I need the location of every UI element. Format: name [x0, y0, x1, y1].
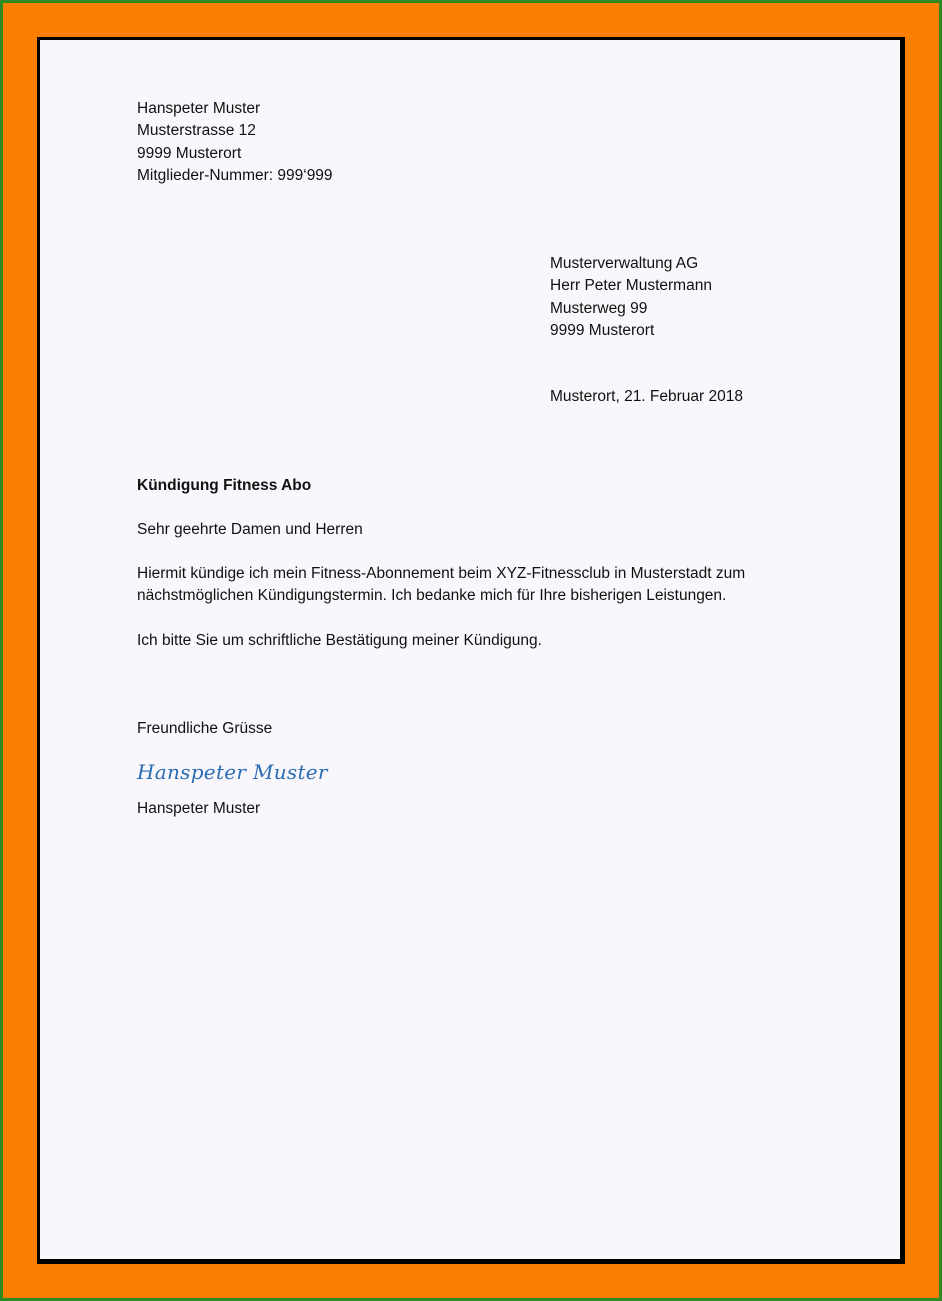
- closing: Freundliche Grüsse: [137, 720, 273, 737]
- body-paragraph-1-line-2: nächstmöglichen Kündigungstermin. Ich bedanke mich für Ihre bisherigen Leistungen.: [137, 587, 727, 605]
- sender-street: Musterstrasse 12: [137, 122, 256, 140]
- subject-line: Kündigung Fitness Abo: [137, 477, 312, 494]
- body-paragraph-1-line-1: Hiermit kündige ich mein Fitness-Abonnement beim XYZ-Fitnessclub in Musterstadt zum: [137, 565, 746, 582]
- salutation: Sehr geehrte Damen und Herren: [137, 521, 363, 538]
- sender-name: Hanspeter Muster: [137, 100, 261, 117]
- recipient-street: Musterweg 99: [550, 299, 648, 317]
- recipient-address: [550, 253, 712, 342]
- sender-member-number: Mitglieder-Nummer: 999‘999: [137, 166, 333, 184]
- date-line: Musterort, 21. Februar 2018: [550, 388, 743, 405]
- sender-address: [137, 98, 333, 187]
- sender-city: 9999 Musterort: [137, 144, 242, 162]
- recipient-city: 9999 Musterort: [550, 321, 655, 339]
- recipient-company: Musterverwaltung AG: [550, 255, 699, 272]
- recipient-person: Herr Peter Mustermann: [550, 277, 712, 295]
- body-paragraph-2: Ich bitte Sie um schriftliche Bestätigung meiner Kündigung.: [137, 632, 542, 649]
- handwritten-signature: Hanspeter Muster: [137, 760, 328, 784]
- body-paragraph-1: [137, 563, 745, 608]
- signer-name: Hanspeter Muster: [137, 800, 261, 817]
